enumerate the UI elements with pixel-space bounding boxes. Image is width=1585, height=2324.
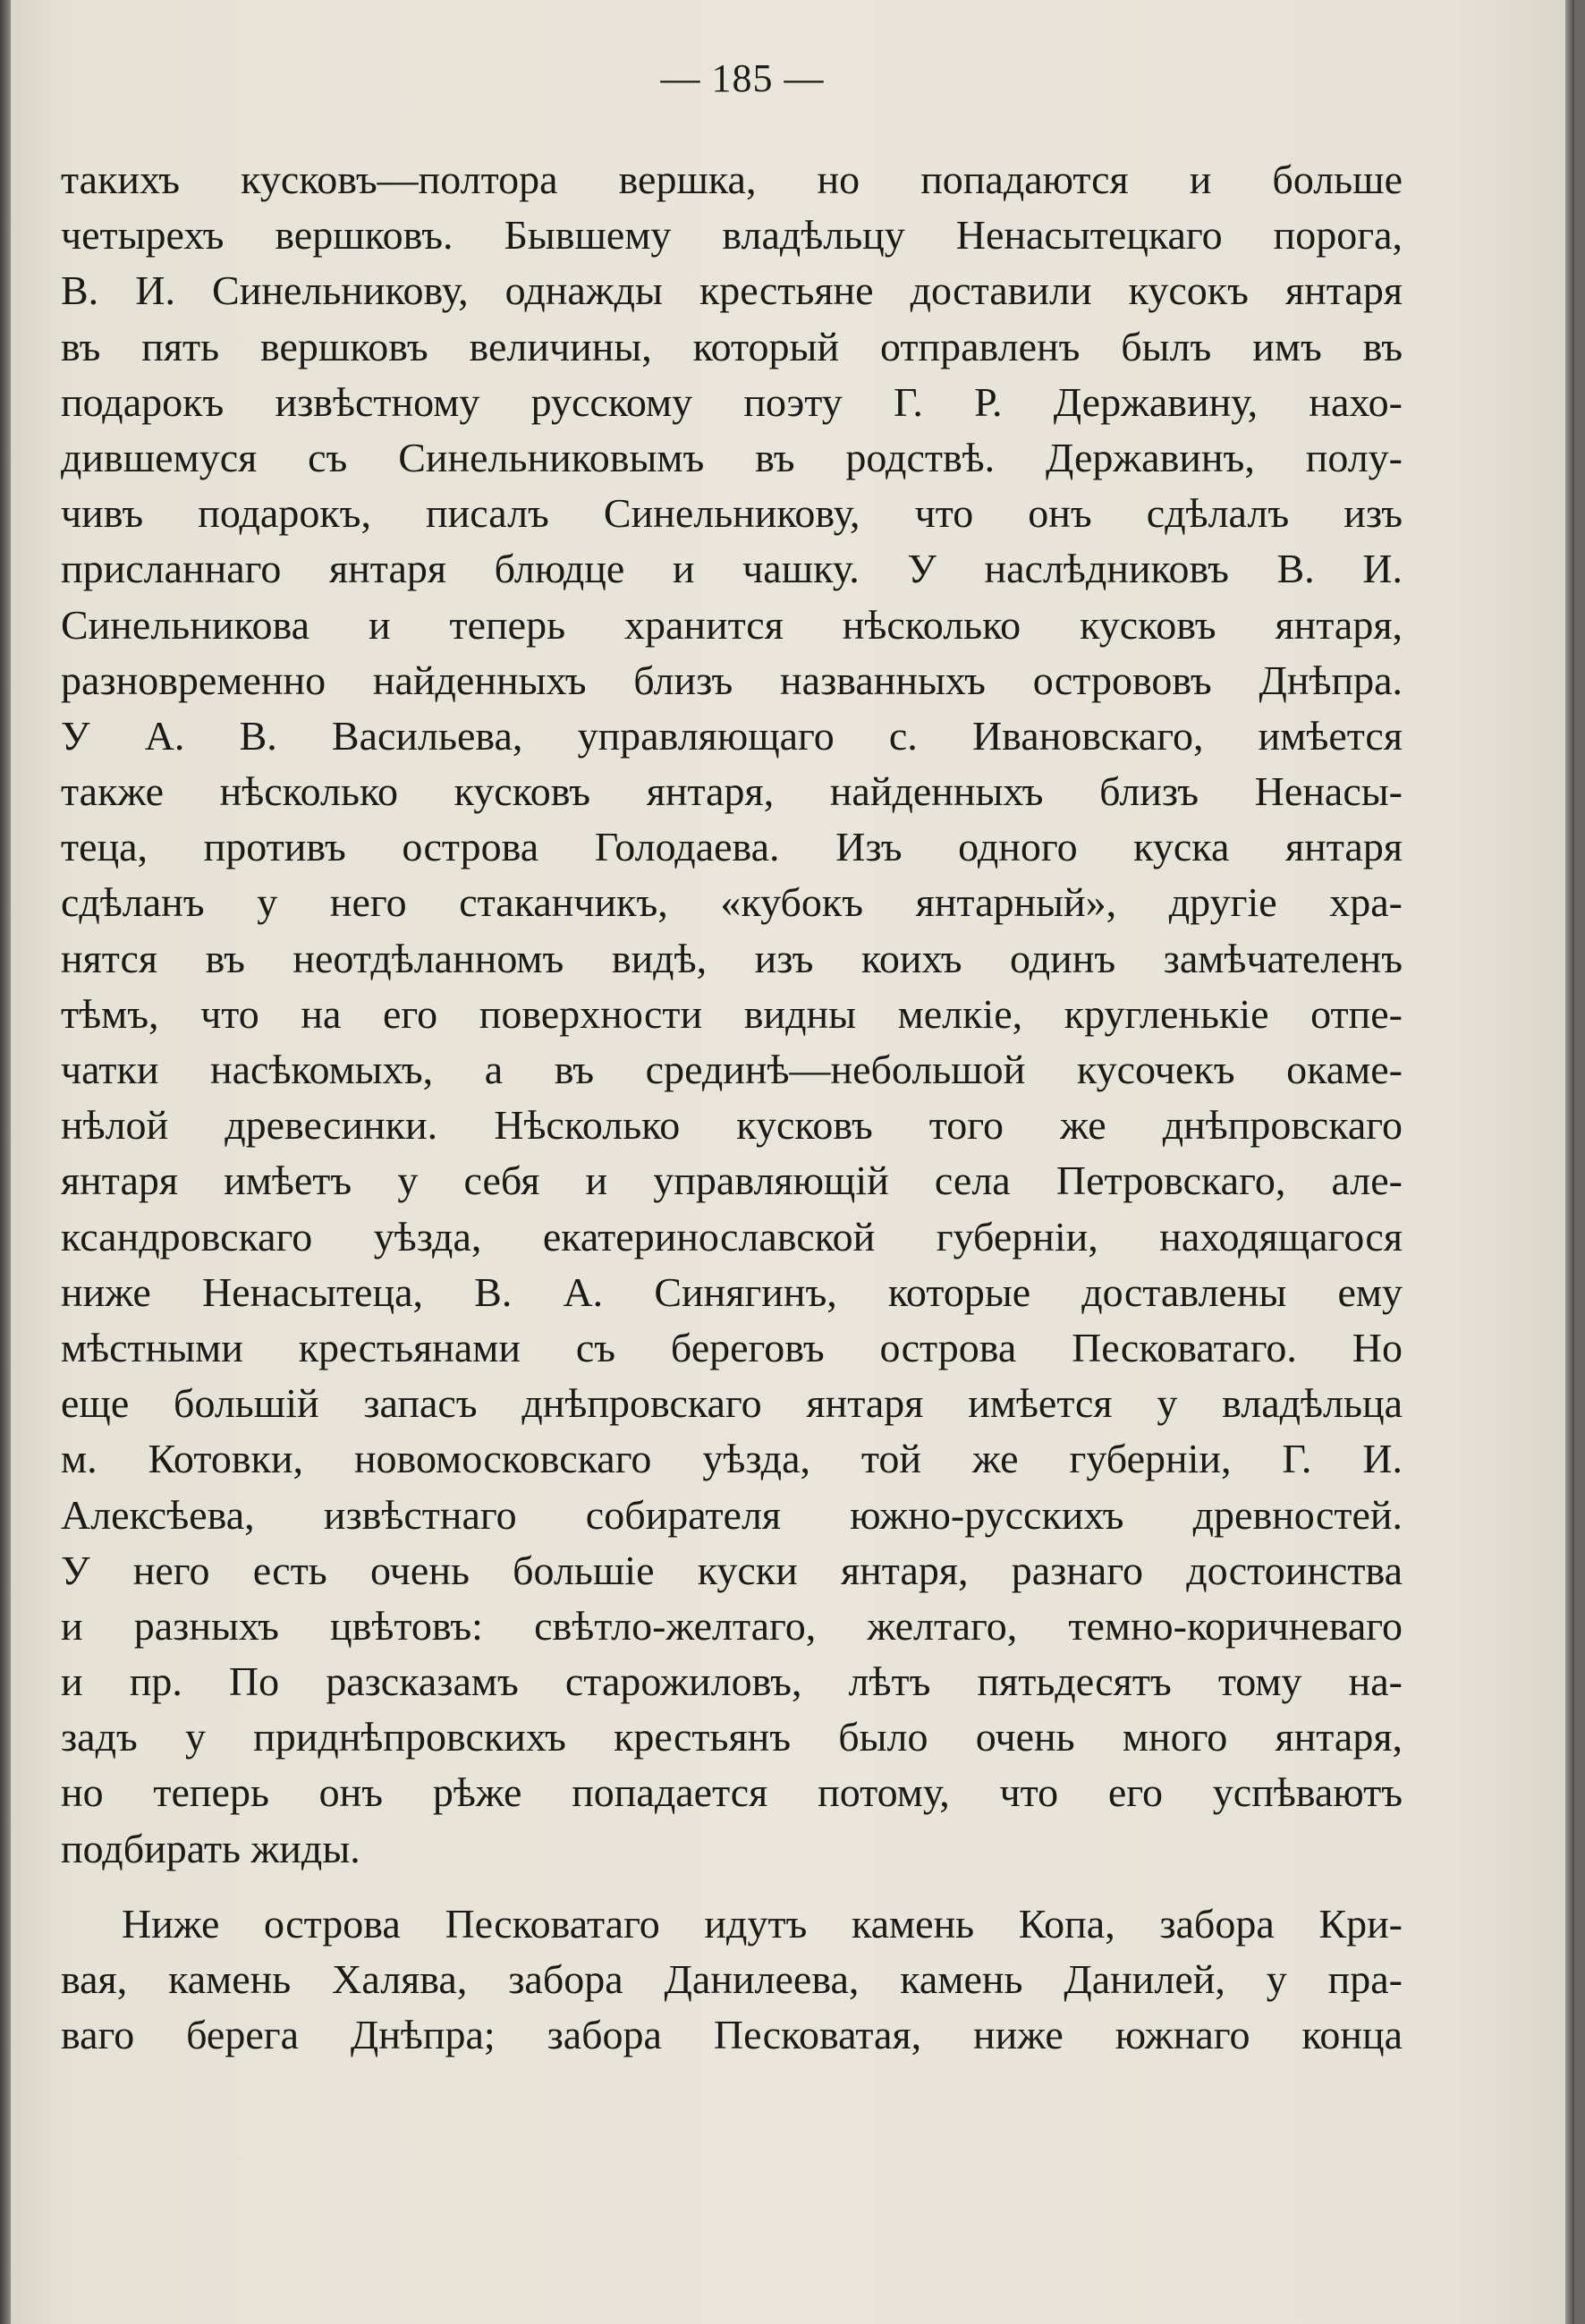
text-line: м. Котовки, новомосковскаго уѣзда, той же губерніи, Г. И. xyxy=(61,1436,1403,1482)
text-line: разновременно найденныхъ близъ названныхъ острововъ Днѣпра. xyxy=(61,657,1403,703)
text-line: ксандровскаго уѣзда, екатеринославской губерніи, находящагося xyxy=(61,1213,1403,1260)
text-line: Алексѣева, извѣстнаго собирателя южно-русскихъ древностей. xyxy=(61,1491,1403,1538)
body-text xyxy=(61,152,1403,2063)
text-line: но теперь онъ рѣже попадается потому, что его успѣваютъ xyxy=(61,1769,1403,1816)
text-line: задъ у приднѣпровскихъ крестьянъ было очень много янтаря, xyxy=(61,1714,1403,1760)
text-line: янтаря имѣетъ у себя и управляющій села Петровскаго, але- xyxy=(61,1158,1403,1204)
text-line: и разныхъ цвѣтовъ: свѣтло-желтаго, желтаго, темно-коричневаго xyxy=(61,1602,1403,1649)
text-line: У него есть очень большіе куски янтаря, разнаго достоинства xyxy=(61,1547,1403,1593)
text-line: ниже Ненасытеца, В. А. Синягинъ, которые доставлены ему xyxy=(61,1268,1403,1315)
text-line: подбирать жиды. xyxy=(61,1825,360,1871)
text-line: присланнаго янтаря блюдце и чашку. У наслѣдниковъ В. И. xyxy=(61,546,1403,592)
text-line: четырехъ вершковъ. Бывшему владѣльцу Ненасытецкаго порога, xyxy=(61,212,1403,259)
text-line: такихъ кусковъ—полтора вершка, но попадаются и больше xyxy=(61,157,1403,202)
paragraph-break xyxy=(61,1877,1403,1896)
text-line: подарокъ извѣстному русскому поэту Г. Р. Державину, нахо- xyxy=(61,378,1403,425)
text-line: В. И. Синельникову, однажды крестьяне доставили кусокъ янтаря xyxy=(61,267,1403,314)
text-line: У А. В. Васильева, управляющаго с. Ивановскаго, имѣется xyxy=(61,712,1403,759)
text-line: тѣмъ, что на его поверхности видны мелкіе, кругленькіе отпе- xyxy=(61,990,1403,1037)
text-line: ваго берега Днѣпра; забора Песковатая, ниже южнаго конца xyxy=(61,2012,1403,2058)
text-line: чивъ подарокъ, писалъ Синельникову, что онъ сдѣлалъ изъ xyxy=(61,490,1403,537)
text-line: дившемуся съ Синельниковымъ въ родствѣ. Державинъ, полу- xyxy=(61,434,1403,480)
text-line: также нѣсколько кусковъ янтаря, найденныхъ близъ Ненасы- xyxy=(61,768,1403,815)
book-page xyxy=(11,0,1574,2324)
text-line: нятся въ неотдѣланномъ видѣ, изъ коихъ одинъ замѣчателенъ xyxy=(61,935,1403,981)
text-line: вая, камень Халява, забора Данилеева, камень Данилей, у пра- xyxy=(61,1956,1403,2002)
text-line: Синельникова и теперь хранится нѣсколько кусковъ янтаря, xyxy=(61,601,1403,648)
text-line: еще большій запасъ днѣпровскаго янтаря имѣется у владѣльца xyxy=(61,1380,1403,1427)
page-right-edge xyxy=(1565,0,1574,2324)
text-line: сдѣланъ у него стаканчикъ, «кубокъ янтарный», другіе хра- xyxy=(61,879,1403,926)
text-line: нѣлой древесинки. Нѣсколько кусковъ того же днѣпровскаго xyxy=(61,1102,1403,1149)
text-line: чатки насѣкомыхъ, а въ срединѣ—небольшой кусочекъ окаме- xyxy=(61,1047,1403,1092)
text-line: въ пять вершковъ величины, который отправленъ былъ имъ въ xyxy=(61,323,1403,369)
text-line: Ниже острова Песковатаго идутъ камень Копа, забора Кри- xyxy=(122,1900,1403,1947)
text-line: и пр. По разсказамъ старожиловъ, лѣтъ пятьдесятъ тому на- xyxy=(61,1658,1403,1705)
text-line: мѣстными крестьянами съ береговъ острова Песковатаго. Но xyxy=(61,1324,1403,1370)
book-binding-edge xyxy=(0,0,11,2324)
text-line: теца, противъ острова Голодаева. Изъ одного куска янтаря xyxy=(61,824,1403,870)
page-number: — 185 — xyxy=(660,56,825,100)
